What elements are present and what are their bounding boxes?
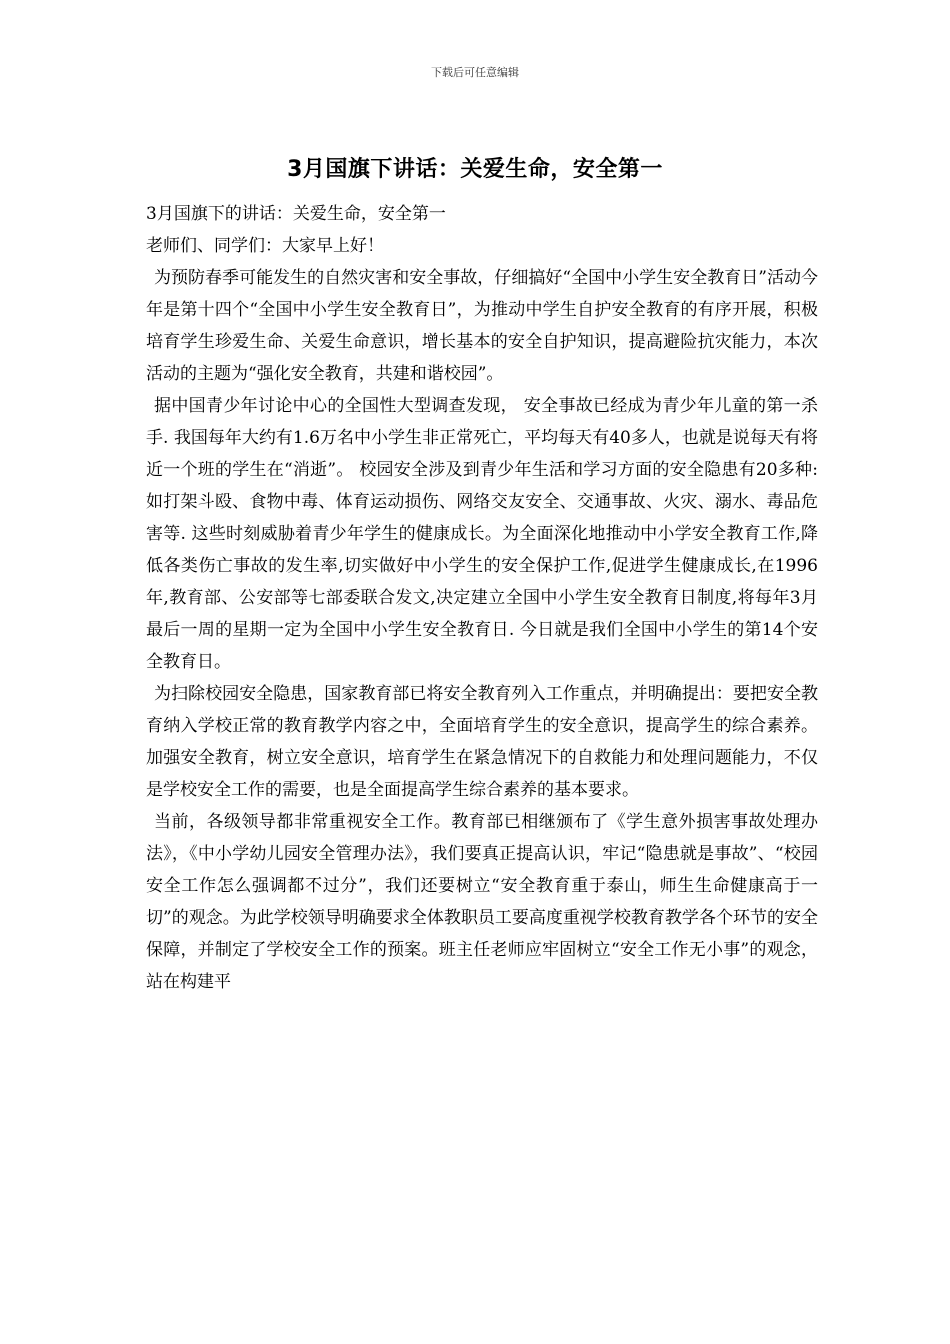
paragraph-3: 为扫除校园安全隐患，国家教育部已将安全教育列入工作重点，并明确提出：要把安全教育纳入学校正常的教育教学内容之中，全面培育学生的安全意识，提高学生的综合素养。加强安全教育，树立安全意识，培育学生在紧急情况下的自救能力和处理问题能力，不仅是学校安全工作的需要，也是全面提高学生综合素养的基本要求。	[146, 684, 818, 800]
greeting-line: 老师们、同学们：大家早上好！	[146, 236, 384, 256]
page-title: 3月国旗下讲话：关爱生命，安全第一	[287, 157, 663, 182]
header-note: 下载后可任意编辑	[431, 66, 519, 79]
paragraph-1: 为预防春季可能发生的自然灾害和安全事故，仔细搞好“全国中小学生安全教育日”活动今年是第十四个“全国中小学生安全教育日”，为推动中学生自护安全教育的有序开展，积极培育学生珍爱生命、关爱生命意识，增长基本的安全自护知识，提高避险抗灾能力，本次活动的主题为“强化安全教育，共建和谐校园”。	[146, 268, 818, 384]
subtitle-line: 3月国旗下的讲话：关爱生命，安全第一	[146, 204, 446, 224]
document-body	[146, 198, 818, 998]
paragraph-2: 据中国青少年讨论中心的全国性大型调查发现， 安全事故已经成为青少年儿童的第一杀手. 我国每年大约有1.6万名中小学生非正常死亡，平均每天有40多人，也就是说每天有将近一个班的学生在“消逝”。 校园安全涉及到青少年生活和学习方面的安全隐患有20多种:如打架斗殴、食物中毒、体育运动损伤、网络交友安全、交通事故、火灾、溺水、毒品危害等. 这些时刻威胁着青少年学生的健康成长。为全面深化地推动中小学安全教育工作,降低各类伤亡事故的发生率,切实做好中小学生的安全保护工作,促进学生健康成长,在1996年,教育部、公安部等七部委联合发文,决定建立全国中小学生安全教育日制度,将每年3月最后一周的星期一定为全国中小学生安全教育日. 今日就是我们全国中小学生的第14个安全教育日。	[146, 396, 818, 672]
paragraph-4: 当前，各级领导都非常重视安全工作。教育部已相继颁布了《学生意外损害事故处理办法》，《中小学幼儿园安全管理办法》，我们要真正提高认识，牢记“隐患就是事故”、“校园安全工作怎么强调都不过分”，我们还要树立“安全教育重于泰山，师生生命健康高于一切”的观念。为此学校领导明确要求全体教职员工要高度重视学校教育教学各个环节的安全保障，并制定了学校安全工作的预案。班主任老师应牢固树立“安全工作无小事”的观念，站在构建平	[146, 812, 818, 992]
